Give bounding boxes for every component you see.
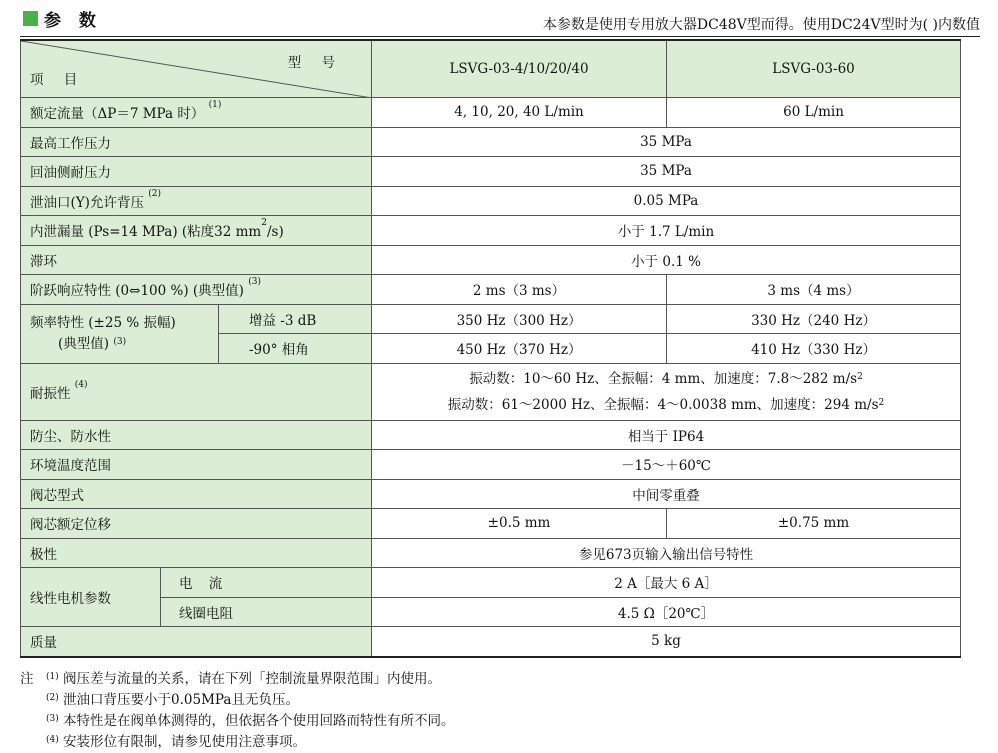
table-row: [21, 275, 961, 305]
table-row: [21, 568, 961, 598]
row-value: 350 Hz（300 Hz）: [372, 304, 667, 334]
row-value: 小于 0.1 %: [372, 245, 961, 275]
current-label: 电 流: [161, 568, 372, 598]
spec-table: [20, 39, 961, 658]
row-value: 4.5 Ω［20℃］: [372, 597, 961, 627]
footnote: 注 $^{(1)}$ 阀压差与流量的关系，请在下列「控制流量界限范围」内使用。: [20, 671, 442, 687]
row-value: 35 MPa: [372, 157, 961, 187]
table-row: [21, 245, 961, 275]
item-heading: 项 目: [30, 72, 86, 88]
row-label: 最高工作压力: [21, 127, 372, 157]
table-row: [21, 127, 961, 157]
table-row: [21, 479, 961, 509]
corner-cell: [21, 40, 372, 98]
model-2-heading: LSVG-03-60: [667, 40, 961, 98]
footnote: $^{(4)}$ 安装形位有限制，请参见使用注意事项。: [46, 734, 307, 750]
row-value: 2 ms（3 ms）: [372, 275, 667, 305]
header-note: 本参数是使用专用放大器DC48V型而得。使用DC24V型时为( )内数值: [542, 17, 980, 33]
gain-label: 增益 -3 dB: [219, 304, 372, 334]
footnotes: [20, 669, 980, 753]
row-label: 线性电机参数: [21, 568, 161, 627]
table-row: [21, 509, 961, 539]
table-row: [21, 627, 961, 657]
row-label: 泄油口(Y)允许背压 $^{(2)}$: [21, 186, 372, 216]
table-row: [21, 450, 961, 480]
table-header-row: [21, 40, 961, 98]
row-value: 相当于 IP64: [372, 420, 961, 450]
row-label: 回油侧耐压力: [21, 157, 372, 187]
row-label: 阀芯型式: [21, 479, 372, 509]
model-heading: 型 号: [287, 55, 344, 71]
table-row: [21, 538, 961, 568]
coil-label: 线圈电阻: [161, 597, 372, 627]
row-value: 3 ms（4 ms）: [667, 275, 961, 305]
row-value: ±0.75 mm: [667, 509, 961, 539]
row-value: 0.05 MPa: [372, 186, 961, 216]
row-label: 环境温度范围: [21, 450, 372, 480]
table-row: [21, 597, 961, 627]
row-value: 330 Hz（240 Hz）: [667, 304, 961, 334]
green-square-icon: [23, 11, 38, 26]
table-row: [21, 98, 961, 128]
row-label: 滞环: [21, 245, 372, 275]
header-rule: [20, 36, 980, 37]
footnote: $^{(2)}$ 泄油口背压要小于0.05MPa且无负压。: [46, 692, 299, 708]
row-label: 额定流量（ΔP＝7 MPa 时） $^{(1)}$: [21, 98, 372, 128]
table-row: [21, 304, 961, 334]
row-label: 阀芯额定位移: [21, 509, 372, 539]
table-row: [21, 157, 961, 187]
table-row: [21, 186, 961, 216]
row-value: 60 L/min: [667, 98, 961, 128]
row-label: 质量: [21, 627, 372, 657]
table-row: [21, 363, 961, 420]
phase-label: -90° 相角: [219, 334, 372, 364]
footnote: $^{(3)}$ 本特性是在阀单体测得的，但依据各个使用回路而特性有所不同。: [46, 713, 455, 729]
row-value: 35 MPa: [372, 127, 961, 157]
row-value: 小于 1.7 L/min: [372, 216, 961, 246]
row-value: 2 A［最大 6 A］: [372, 568, 961, 598]
section-title: 参 数: [44, 11, 102, 31]
table-row: [21, 420, 961, 450]
row-value: 450 Hz（370 Hz）: [372, 334, 667, 364]
row-label: 频率特性 (±25 % 振幅) (典型值) $^{(3)}$: [21, 304, 219, 363]
row-label: 阶跃响应特性 (0⇔100 %) (典型值) $^{(3)}$: [21, 275, 372, 305]
row-label: 耐振性 $^{(4)}$: [21, 363, 372, 420]
row-value: ±0.5 mm: [372, 509, 667, 539]
row-value: 中间零重叠: [372, 479, 961, 509]
row-value: 410 Hz（330 Hz）: [667, 334, 961, 364]
row-value: －15～＋60℃: [372, 450, 961, 480]
row-label: 防尘、防水性: [21, 420, 372, 450]
model-1-heading: LSVG-03-4/10/20/40: [372, 40, 667, 98]
row-value: 4, 10, 20, 40 L/min: [372, 98, 667, 128]
row-value: 振动数：10～60 Hz、全振幅：4 mm、加速度：7.8～282 $m/s^2$ 振动数：61～2000 Hz、全振幅：4～0.0038 mm、加速度：294 $m/s^2$: [372, 363, 961, 420]
row-label: 内泄漏量 (Ps=14 MPa) (粘度32 $mm^2/s$): [21, 216, 372, 246]
row-value: 5 kg: [372, 627, 961, 657]
section-header: [20, 4, 980, 34]
table-row: [21, 216, 961, 246]
row-value: 参见673页输入输出信号特性: [372, 538, 961, 568]
row-label: 极性: [21, 538, 372, 568]
